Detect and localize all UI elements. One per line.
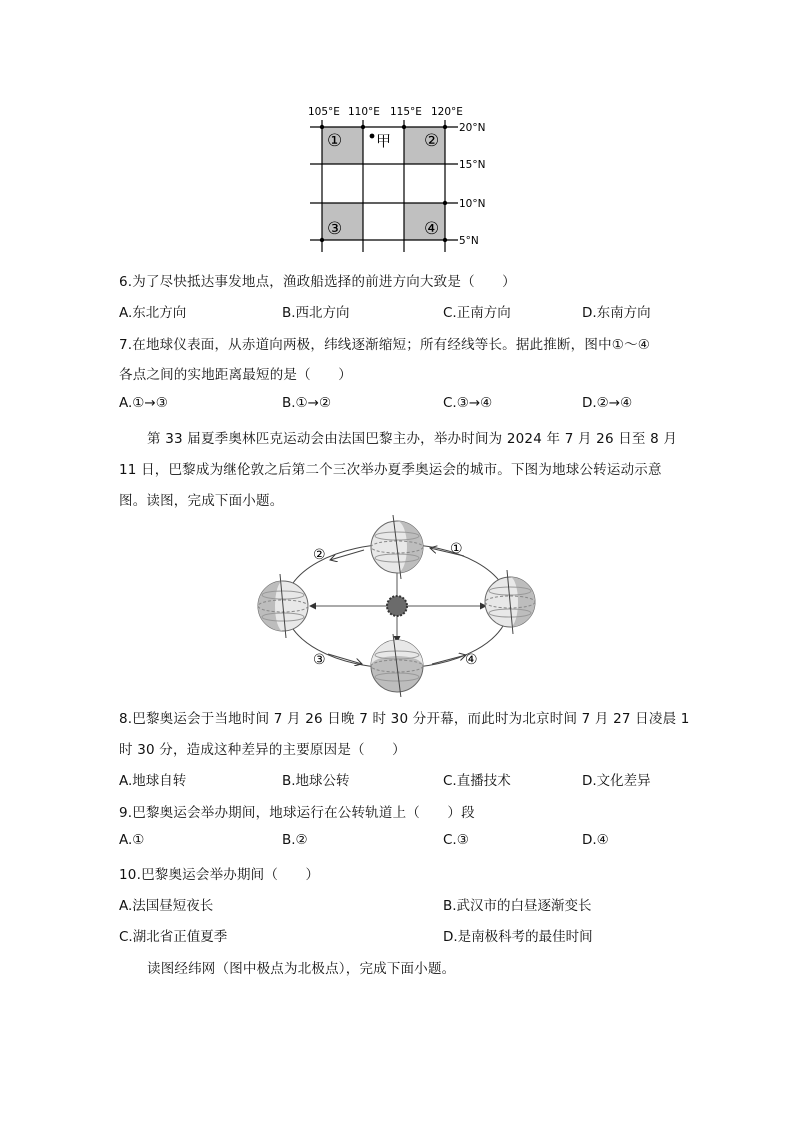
- orbit-label-4: ④: [465, 652, 478, 668]
- lat-label: 15°N: [459, 159, 486, 171]
- q8-option-b[interactable]: B.地球公转: [282, 773, 350, 789]
- lat-label: 20°N: [459, 122, 486, 134]
- point-label: 甲: [376, 132, 392, 150]
- cell-label-4: ④: [424, 219, 440, 239]
- q7-stem-line2: 各点之间的实地距离最短的是（ ）: [119, 367, 352, 383]
- lon-label: 110°E: [348, 106, 380, 118]
- q8-stem-line1: 8.巴黎奥运会于当地时间 7 月 26 日晚 7 时 30 分开幕，而此时为北京时间 7 月 27 日凌晨 1: [119, 711, 690, 727]
- q6-option-a[interactable]: A.东北方向: [119, 305, 187, 321]
- orbit-label-3: ③: [313, 652, 326, 668]
- q6-option-d[interactable]: D.东南方向: [582, 305, 651, 321]
- earth-globe-top: [371, 515, 423, 579]
- orbit-label-1: ①: [450, 541, 463, 557]
- q8-option-a[interactable]: A.地球自转: [119, 773, 187, 789]
- earth-globe-right: [485, 570, 535, 634]
- q6-option-b[interactable]: B.西北方向: [282, 305, 350, 321]
- q10-option-d[interactable]: D.是南极科考的最佳时间: [443, 929, 593, 945]
- q10-option-c[interactable]: C.湖北省正值夏季: [119, 929, 228, 945]
- cell-label-2: ②: [424, 131, 440, 151]
- q9-option-b[interactable]: B.②: [282, 832, 308, 848]
- lon-label: 120°E: [431, 106, 463, 118]
- q9-option-a[interactable]: A.①: [119, 832, 145, 848]
- q7-option-b[interactable]: B.①→②: [282, 395, 332, 411]
- earth-orbit-diagram: [250, 512, 550, 697]
- q10-option-a[interactable]: A.法国昼短夜长: [119, 898, 214, 914]
- q9-stem: 9.巴黎奥运会举办期间，地球运行在公转轨道上（ ）段: [119, 805, 475, 821]
- cell-label-3: ③: [327, 219, 343, 239]
- intro2-line3: 图。读图，完成下面小题。: [119, 493, 284, 509]
- lat-lon-grid-figure: [300, 100, 500, 255]
- q6-option-c[interactable]: C.正南方向: [443, 305, 511, 321]
- q6-stem: 6.为了尽快抵达事发地点，渔政船选择的前进方向大致是（ ）: [119, 274, 516, 290]
- q8-option-d[interactable]: D.文化差异: [582, 773, 651, 789]
- intro2-line1: 第 33 届夏季奥林匹克运动会由法国巴黎主办，举办时间为 2024 年 7 月 26 日至 8 月: [147, 431, 678, 447]
- earth-globe-bottom: [371, 634, 423, 697]
- intro2-line2: 11 日，巴黎成为继伦敦之后第二个三次举办夏季奥运会的城市。下图为地球公转运动示意: [119, 462, 662, 478]
- sun-icon: [387, 596, 407, 616]
- lat-label: 5°N: [459, 235, 479, 247]
- q8-stem-line2: 时 30 分，造成这种差异的主要原因是（ ）: [119, 742, 406, 758]
- q7-option-c[interactable]: C.③→④: [443, 395, 493, 411]
- lon-label: 115°E: [390, 106, 422, 118]
- q7-option-d[interactable]: D.②→④: [582, 395, 633, 411]
- cell-label-1: ①: [327, 131, 343, 151]
- lon-label: 105°E: [308, 106, 340, 118]
- q9-option-d[interactable]: D.④: [582, 832, 609, 848]
- q7-option-a[interactable]: A.①→③: [119, 395, 168, 411]
- earth-globe-left: [258, 574, 308, 638]
- q10-option-b[interactable]: B.武汉市的白昼逐渐变长: [443, 898, 592, 914]
- intro3-text: 读图经纬网（图中极点为北极点），完成下面小题。: [147, 961, 456, 977]
- lat-label: 10°N: [459, 198, 486, 210]
- q7-stem-line1: 7.在地球仪表面，从赤道向两极，纬线逐渐缩短；所有经线等长。据此推断，图中①～④: [119, 337, 651, 353]
- orbit-label-2: ②: [313, 547, 326, 563]
- q9-option-c[interactable]: C.③: [443, 832, 469, 848]
- q8-option-c[interactable]: C.直播技术: [443, 773, 511, 789]
- q10-stem: 10.巴黎奥运会举办期间（ ）: [119, 867, 320, 883]
